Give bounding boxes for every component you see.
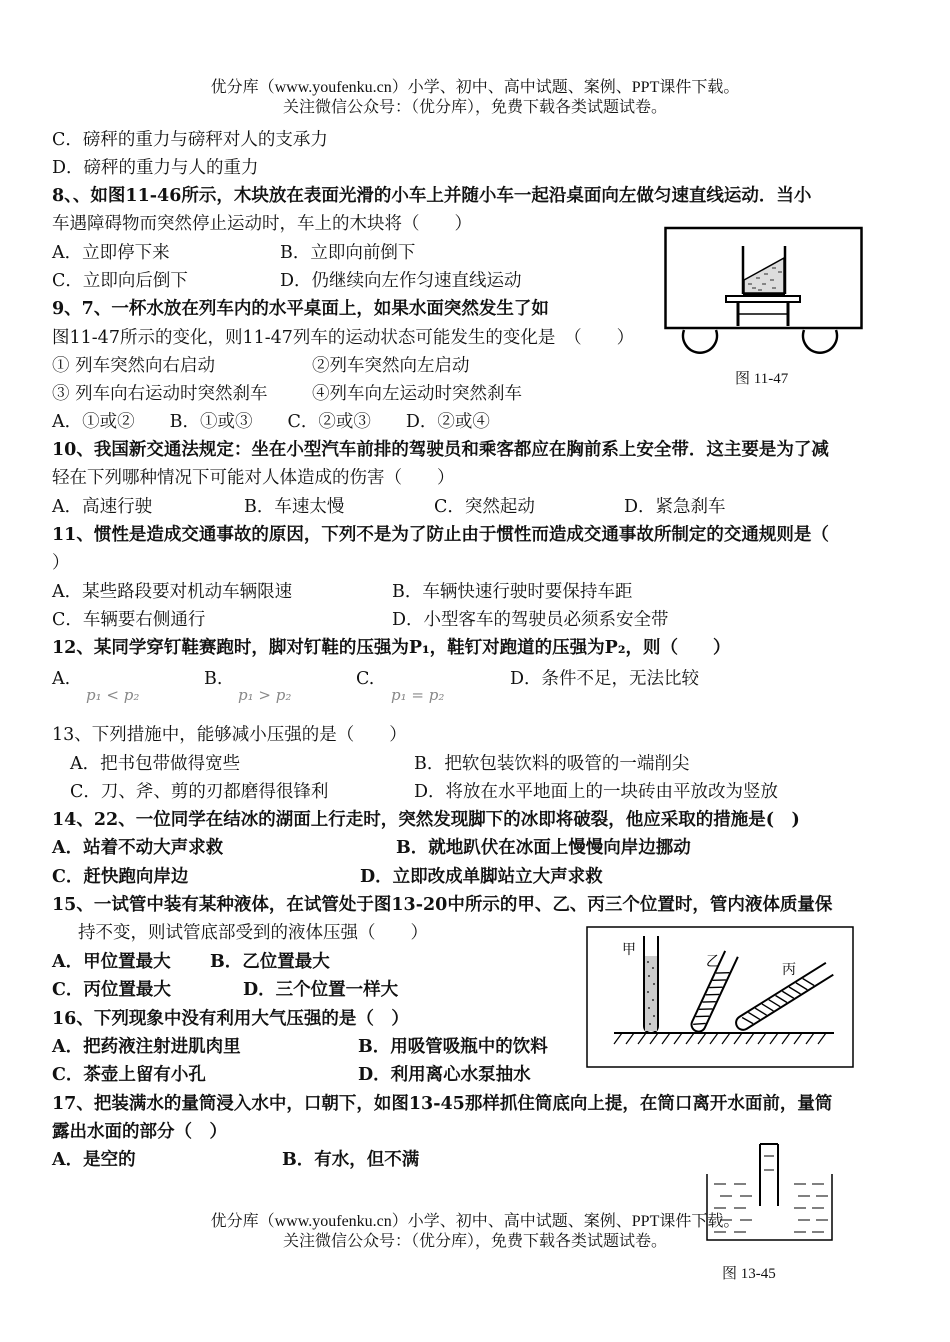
q7-option-c: C．磅秤的重力与磅秤对人的支承力 [52, 130, 328, 150]
q15-option-c: C．丙位置最大 [52, 980, 171, 1000]
q10-option-c: C．突然起动 [434, 497, 535, 517]
q8-option-b: B．立即向前倒下 [280, 243, 416, 263]
figure-13-45-caption: 图 13-45 [722, 1266, 776, 1282]
q12-option-a-formula: p₁ < p₂ [86, 686, 140, 704]
q8-option-a: A．立即停下来 [52, 243, 170, 263]
figure-train-cup [664, 226, 866, 360]
q12-option-b-formula: p₁ > p₂ [238, 686, 292, 704]
q8-option-c: C．立即向后倒下 [52, 271, 188, 291]
footer-line-1: 优分库（www.youfenku.cn）小学、初中、高中试题、案例、PPT课件下载。 [210, 1213, 740, 1230]
q15-stem-2: 持不变，则试管底部受到的液体压强（ ） [78, 923, 428, 943]
q11-stem-2: ） [52, 553, 70, 573]
q8-stem-1: 8、、如图11-46所示，木块放在表面光滑的小车上并随小车一起沿桌面向左做匀速直线运动．当小 [52, 186, 812, 206]
q9-choices: A．①或② B．①或③ C．②或③ D．②或④ [52, 412, 490, 432]
q8-option-d: D．仍继续向左作匀速直线运动 [280, 271, 522, 291]
q7-option-d: D．磅秤的重力与人的重力 [52, 158, 259, 178]
q11-option-b: B．车辆快速行驶时要保持车距 [392, 582, 633, 602]
q14-stem: 14、22、一位同学在结冰的湖面上行走时，突然发现脚下的冰即将破裂，他应采取的措施是( ) [52, 810, 800, 830]
q15-option-b: B．乙位置最大 [210, 952, 330, 972]
q10-option-b: B．车速太慢 [244, 497, 345, 517]
tube-jia [644, 936, 658, 1033]
figure-11-47-caption: 图 11-47 [735, 371, 789, 387]
q17-stem-2: 露出水面的部分（ ） [52, 1122, 227, 1142]
q9-statement-1: ① 列车突然向右启动 [52, 356, 216, 376]
q13-option-d: D．将放在水平地面上的一块砖由平放改为竖放 [414, 782, 779, 802]
header-line-2: 关注微信公众号：（优分库），免费下载各类试题试卷。 [282, 99, 667, 116]
q11-option-c: C．车辆要右侧通行 [52, 610, 206, 630]
q13-stem: 13、下列措施中，能够减小压强的是（ ） [52, 725, 407, 745]
q9-statement-3: ③ 列车向右运动时突然刹车 [52, 384, 268, 404]
q10-stem-1: 10、我国新交通法规定：坐在小型汽车前排的驾驶员和乘客都应在胸前系上安全带．这主要是为了减 [52, 440, 829, 460]
q14-option-a: A．站着不动大声求救 [52, 838, 224, 858]
q11-option-a: A．某些路段要对机动车辆限速 [52, 582, 293, 602]
tilted-water [744, 258, 784, 293]
q13-option-a: A．把书包带做得宽些 [70, 754, 241, 774]
q9-stem-2: 图11-47所示的变化，则11-47列车的运动状态可能发生的变化是 （ ） [52, 328, 635, 348]
wheel-right [803, 330, 837, 353]
q16-option-a: A．把药液注射进肌肉里 [52, 1037, 241, 1057]
q16-stem: 16、下列现象中没有利用大气压强的是（ ） [52, 1009, 409, 1029]
q16-option-c: C．茶壶上留有小孔 [52, 1065, 206, 1085]
q11-option-d: D．小型客车的驾驶员必须系安全带 [392, 610, 669, 630]
q14-option-d: D．立即改成单脚站立大声求救 [360, 867, 603, 887]
q16-option-b: B．用吸管吸瓶中的饮料 [358, 1037, 548, 1057]
q9-statement-2: ②列车突然向左启动 [312, 356, 470, 376]
label-bing: 丙 [782, 962, 796, 978]
q9-statement-4: ④列车向左运动时突然刹车 [312, 384, 522, 404]
q8-stem-2: 车遇障碍物而突然停止运动时，车上的木块将（ ） [52, 214, 472, 234]
q10-option-d: D．紧急刹车 [624, 497, 726, 517]
q15-option-a: A．甲位置最大 [52, 952, 171, 972]
wheel-left [683, 330, 717, 353]
q11-stem-1: 11、惯性是造成交通事故的原因，下列不是为了防止由于惯性而造成交通事故所制定的交通规则是（ [52, 525, 829, 545]
q17-option-b: B．有水，但不满 [282, 1150, 420, 1170]
label-jia: 甲 [622, 942, 636, 958]
footer-line-2: 关注微信公众号：（优分库），免费下载各类试题试卷。 [282, 1233, 667, 1250]
q12-option-a-label: A. [52, 669, 71, 689]
q14-option-b: B．就地趴伏在冰面上慢慢向岸边挪动 [396, 838, 691, 858]
q9-stem-1: 9、7、一杯水放在列车内的水平桌面上，如果水面突然发生了如 [52, 299, 549, 319]
q12-stem: 12、某同学穿钉鞋赛跑时，脚对钉鞋的压强为P₁，鞋钉对跑道的压强为P₂，则（ ） [52, 638, 731, 658]
q15-stem-1: 15、一试管中装有某种液体，在试管处于图13-20中所示的甲、乙、丙三个位置时，管内液体质量保 [52, 895, 833, 915]
figure-test-tubes [586, 926, 856, 1070]
q16-option-d: D．利用离心水泵抽水 [358, 1065, 531, 1085]
q12-option-c-formula: p₁ = p₂ [391, 686, 445, 704]
label-yi: 乙 [706, 954, 720, 970]
header-line-1: 优分库（www.youfenku.cn）小学、初中、高中试题、案例、PPT课件下载。 [210, 79, 740, 96]
q17-option-a: A．是空的 [52, 1150, 136, 1170]
q15-option-d: D．三个位置一样大 [243, 980, 399, 1000]
q12-option-d: D．条件不足，无法比较 [510, 669, 700, 689]
q14-option-c: C．赶快跑向岸边 [52, 867, 189, 887]
q17-stem-1: 17、把装满水的量筒浸入水中，口朝下，如图13-45那样抓住筒底向上提，在筒口离开水面前，量筒 [52, 1094, 833, 1114]
q10-stem-2: 轻在下列哪种情况下可能对人体造成的伤害（ ） [52, 468, 455, 488]
q13-option-b: B．把软包装饮料的吸管的一端削尖 [414, 754, 690, 774]
q12-option-b-label: B. [204, 669, 223, 689]
q13-option-c: C．刀、斧、剪的刃都磨得很锋利 [70, 782, 329, 802]
q10-option-a: A．高速行驶 [52, 497, 153, 517]
q12-option-c-label: C. [356, 669, 375, 689]
